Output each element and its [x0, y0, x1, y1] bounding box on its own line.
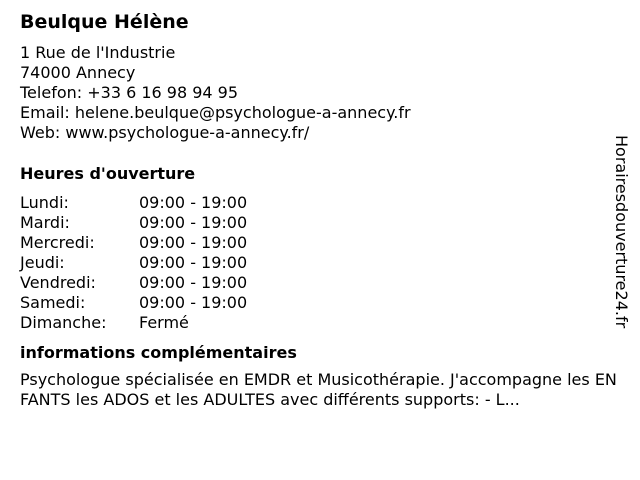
hours-row-thursday — [20, 253, 615, 273]
hours-row-saturday — [20, 293, 615, 313]
time-value: 09:00 - 19:00 — [139, 233, 248, 252]
hours-row-wednesday — [20, 233, 615, 253]
business-name: Beulque Hélène — [20, 11, 189, 33]
email-line: Email: helene.beulque@psychologue-a-annecy.fr — [20, 103, 411, 122]
time-value: Fermé — [139, 313, 189, 332]
day-label: Mardi: — [20, 213, 70, 232]
day-label: Samedi: — [20, 293, 86, 312]
hours-row-monday — [20, 193, 615, 213]
day-label: Mercredi: — [20, 233, 95, 252]
time-value: 09:00 - 19:00 — [139, 253, 248, 272]
hours-row-sunday — [20, 313, 615, 333]
day-label: Dimanche: — [20, 313, 107, 332]
hours-row-tuesday — [20, 213, 615, 233]
time-value: 09:00 - 19:00 — [139, 273, 248, 292]
day-label: Vendredi: — [20, 273, 96, 292]
additional-info-heading: informations complémentaires — [20, 343, 297, 362]
time-value: 09:00 - 19:00 — [139, 293, 248, 312]
phone-line: Telefon: +33 6 16 98 94 95 — [20, 83, 239, 102]
time-value: 09:00 - 19:00 — [139, 213, 248, 232]
opening-hours-heading: Heures d'ouverture — [20, 164, 196, 183]
business-card — [20, 9, 615, 410]
opening-hours-table — [20, 193, 615, 333]
additional-info-text: Psychologue spécialisée en EMDR et Musicothérapie. J'accompagne les ENFANTS les ADOS et les ADULTES avec différents supports: - L... — [20, 370, 617, 409]
address-line-2: 74000 Annecy — [20, 63, 136, 82]
website-line: Web: www.psychologue-a-annecy.fr/ — [20, 123, 310, 142]
site-brand-vertical: Horairesdouverture24.fr — [612, 135, 631, 329]
hours-row-friday — [20, 273, 615, 293]
time-value: 09:00 - 19:00 — [139, 193, 248, 212]
day-label: Jeudi: — [20, 253, 65, 272]
address-line-1: 1 Rue de l'Industrie — [20, 43, 176, 62]
day-label: Lundi: — [20, 193, 69, 212]
